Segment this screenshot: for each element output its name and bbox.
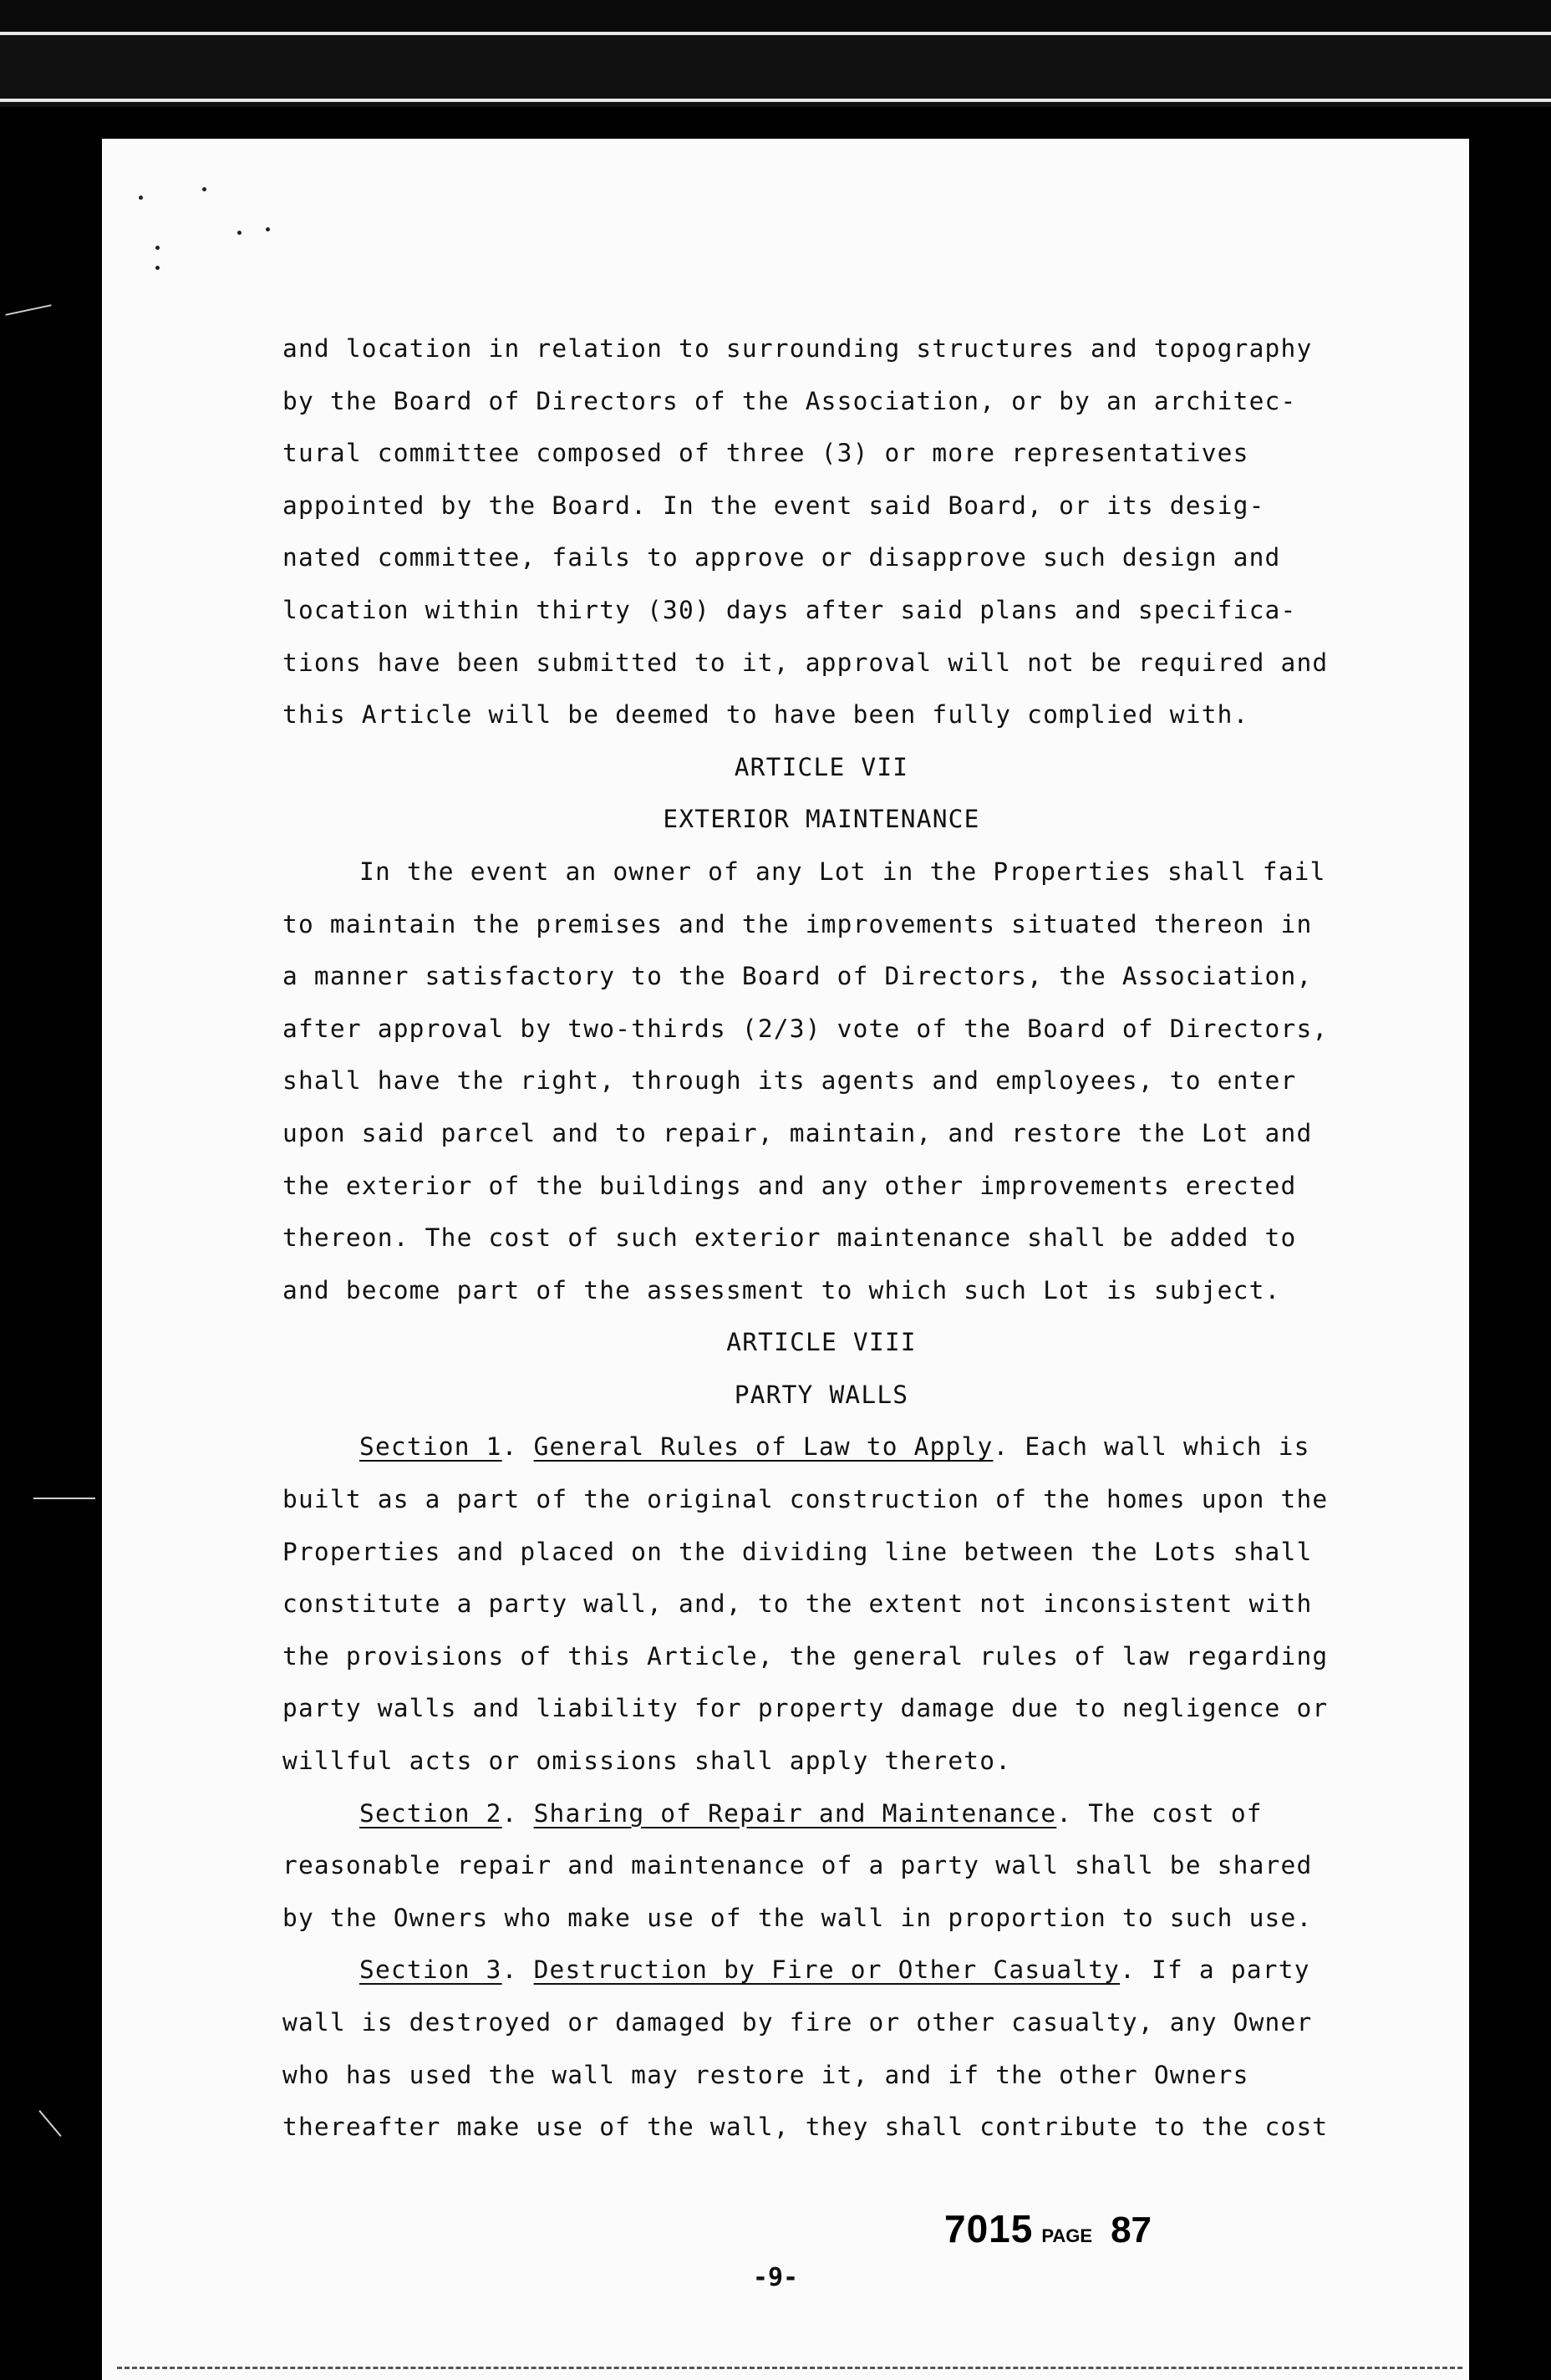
section-2-first-text: . The cost of <box>1056 1798 1263 1828</box>
scanner-frame-edge <box>0 32 1551 107</box>
text-line: tural committee composed of three (3) or more representatives <box>282 439 1249 468</box>
section-3-heading: Destruction by Fire or Other Casualty <box>533 1955 1121 1985</box>
section-2-first-line: Section 2. Sharing of Repair and Maintenance. The cost of <box>359 1798 1263 1828</box>
article-viii-title: ARTICLE VIII <box>726 1328 917 1357</box>
text-line: to maintain the premises and the improvements situated thereon in <box>282 909 1313 938</box>
text-line: who has used the wall may restore it, and if the other Owners <box>282 2060 1249 2089</box>
section-1-heading: General Rules of Law to Apply <box>533 1432 994 1462</box>
text-line: constitute a party wall, and, to the extent not inconsistent with <box>282 1589 1313 1619</box>
article-vii-subtitle: EXTERIOR MAINTENANCE <box>663 805 980 834</box>
section-3-first-line: Section 3. Destruction by Fire or Other Casualty. If a party <box>359 1955 1310 1985</box>
page-number: -9- <box>752 2263 799 2292</box>
scan-edge-mark <box>33 1498 95 1499</box>
text-line: appointed by the Board. In the event said Board, or its desig- <box>282 491 1265 520</box>
text-line: thereafter make use of the wall, they shall contribute to the cost <box>282 2113 1329 2142</box>
section-2-label: Section 2 <box>359 1798 502 1828</box>
scan-speck <box>266 227 270 231</box>
article-viii-subtitle: PARTY WALLS <box>734 1380 909 1409</box>
scan-speck <box>139 196 143 200</box>
text-line: this Article will be deemed to have been fully complied with. <box>282 700 1249 730</box>
text-line: the provisions of this Article, the general rules of law regarding <box>282 1641 1329 1671</box>
text-line: nated committee, fails to approve or disapprove such design and <box>282 543 1281 572</box>
scan-speck <box>155 266 160 270</box>
scanner-top-band <box>0 0 1551 32</box>
scan-bottom-edge <box>117 2367 1462 2374</box>
text-line: wall is destroyed or damaged by fire or other casualty, any Owner <box>282 2008 1313 2037</box>
section-2-heading: Sharing of Repair and Maintenance <box>533 1798 1057 1828</box>
scan-edge-mark <box>5 304 51 316</box>
text-line: thereon. The cost of such exterior maintenance shall be added to <box>282 1223 1297 1253</box>
book-page-stamp <box>944 2206 1152 2251</box>
text-line: location within thirty (30) days after said plans and specifica- <box>282 595 1297 624</box>
text-line: willful acts or omissions shall apply thereto. <box>282 1747 1012 1776</box>
text-line: and become part of the assessment to which such Lot is subject. <box>282 1275 1281 1304</box>
section-1-first-text: . Each wall which is <box>993 1432 1310 1462</box>
section-3-label: Section 3 <box>359 1955 502 1985</box>
book-number: 7015 <box>944 2207 1034 2250</box>
document-body <box>282 323 1360 2154</box>
scan-speck <box>237 231 242 235</box>
text-line: shall have the right, through its agents and employees, to enter <box>282 1066 1297 1096</box>
text-line: In the event an owner of any Lot in the Properties shall fail <box>359 857 1326 886</box>
text-line: and location in relation to surrounding structures and topography <box>282 334 1313 363</box>
text-line: party walls and liability for property damage due to negligence or <box>282 1694 1329 1723</box>
stamp-page-number: 87 <box>1111 2210 1152 2250</box>
text-line: the exterior of the buildings and any other improvements erected <box>282 1171 1297 1200</box>
scan-speck <box>202 187 206 191</box>
section-1-label: Section 1 <box>359 1432 502 1462</box>
section-1-first-line: Section 1. General Rules of Law to Apply. Each wall which is <box>359 1432 1310 1462</box>
section-3-first-text: . If a party <box>1120 1955 1310 1985</box>
text-line: by the Board of Directors of the Association, or by an architec- <box>282 386 1297 415</box>
text-line: built as a part of the original construction of the homes upon the <box>282 1485 1329 1514</box>
text-line: reasonable repair and maintenance of a party wall shall be shared <box>282 1851 1313 1880</box>
article-vii-title: ARTICLE VII <box>734 752 909 781</box>
text-line: after approval by two-thirds (2/3) vote of the Board of Directors, <box>282 1014 1329 1043</box>
text-line: by the Owners who make use of the wall in proportion to such use. <box>282 1903 1313 1932</box>
scan-edge-mark <box>38 2110 61 2137</box>
text-line: tions have been submitted to it, approval will not be required and <box>282 648 1329 677</box>
page-word: PAGE <box>1041 2225 1093 2246</box>
scan-speck <box>155 246 160 250</box>
text-line: Properties and placed on the dividing line between the Lots shall <box>282 1537 1313 1566</box>
text-line: a manner satisfactory to the Board of Directors, the Association, <box>282 962 1313 991</box>
text-line: upon said parcel and to repair, maintain, and restore the Lot and <box>282 1118 1313 1147</box>
